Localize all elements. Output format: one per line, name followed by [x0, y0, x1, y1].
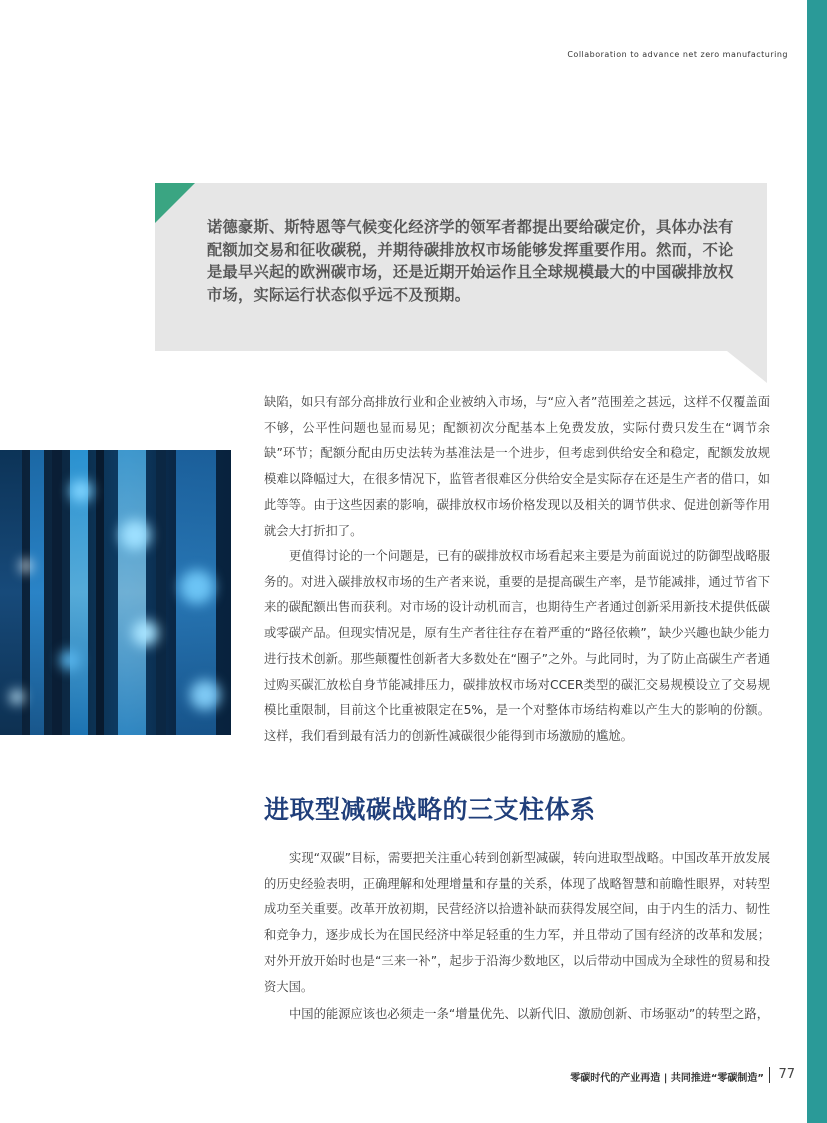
server-rack-photo	[0, 450, 231, 735]
footer-divider	[769, 1067, 770, 1083]
body-paragraph-4: 中国的能源应该也必须走一条“增量优先、以新代旧、激励创新、市场驱动”的转型之路，	[289, 1007, 770, 1021]
footer-title: 零碳时代的产业再造 | 共同推进“零碳制造”	[570, 1073, 764, 1084]
pull-quote-text: 诺德豪斯、斯特恩等气候变化经济学的领军者都提出要给碳定价，具体办法有配额加交易和征收碳税，并期待碳排放权市场能够发挥重要作用。然而，不论是最早兴起的欧洲碳市场，还是近期开始运作且全球规模最大的中国碳排放权市场，实际运行状态似乎远不及预期。	[207, 218, 734, 304]
section-heading: 进取型减碳战略的三支柱体系	[264, 795, 596, 824]
page-number: 77	[778, 1067, 795, 1082]
pull-quote-corner-tail	[727, 351, 767, 383]
body-paragraph-1: 缺陷，如只有部分高排放行业和企业被纳入市场，与“应入者”范围差之甚远，这样不仅覆盖面不够，公平性问题也显而易见；配额初次分配基本上免费发放，实际付费只发生在“调节余缺”环节；配额分配由历史法转为基准法是一个进步，但考虑到供给安全和稳定，配额发放规模难以降幅过大，在很多情况下，监管者很难区分供给安全是实际存在还是生产者的借口，如此等等。由于这些因素的影响，碳排放权市场价格发现以及相关的调节供求、促进创新等作用就会大打折扣了。	[264, 395, 770, 538]
body-paragraph-2: 更值得讨论的一个问题是，已有的碳排放权市场看起来主要是为前面说过的防御型战略服务的。对进入碳排放权市场的生产者来说，重要的是提高碳生产率，是节能减排，通过节省下来的碳配额出售而获利。对市场的设计动机而言，也期待生产者通过创新采用新技术提供低碳或零碳产品。但现实情况是，原有生产者往往存在着严重的“路径依赖”，缺少兴趣也缺少能力进行技术创新。那些颠覆性创新者大多数处在“圈子”之外。与此同时，为了防止高碳生产者通过购买碳汇放松自身节能减排压力，碳排放权市场对CCER类型的碳汇交易规模设立了交易规模比重限制，目前这个比重被限定在5%，是一个对整体市场结构难以产生大的影响的份额。这样，我们看到最有活力的创新性减碳很少能得到市场激励的尴尬。	[264, 549, 770, 743]
running-head: Collaboration to advance net zero manufacturing	[567, 50, 788, 59]
side-accent-bar	[807, 0, 827, 1123]
body-paragraph-3: 实现“双碳”目标，需要把关注重心转到创新型减碳，转向进取型战略。中国改革开放发展的历史经验表明，正确理解和处理增量和存量的关系，体现了战略智慧和前瞻性眼界，对转型成功至关重要。改革开放初期，民营经济以拾遗补缺而获得发展空间，由于内生的活力、韧性和竞争力，逐步成长为在国民经济中举足轻重的生力军，并且带动了国有经济的改革和发展；对外开放开始时也是“三来一补”，起步于沿海少数地区，以后带动中国成为全球性的贸易和投资大国。	[264, 851, 770, 994]
pull-quote-corner-accent	[155, 183, 195, 223]
page-footer	[520, 1067, 795, 1083]
